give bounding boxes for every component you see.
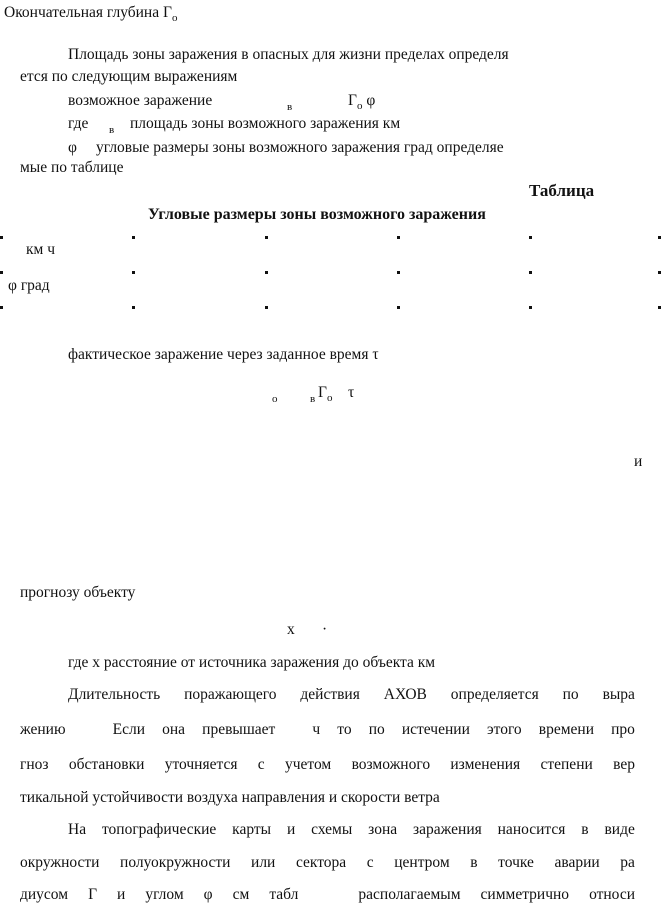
- grid-dot: [265, 271, 268, 274]
- forecast-object-text: прогнозу объекту: [20, 584, 136, 601]
- table-title: Угловые размеры зоны возможного заражения: [148, 206, 486, 223]
- word: или: [251, 854, 276, 871]
- grid-dot: [0, 271, 3, 274]
- area-paragraph-line-2: ется по следующим выражениям: [20, 68, 238, 85]
- word: возможного: [351, 756, 431, 773]
- word: схемы: [311, 821, 353, 838]
- distance-definition: где х расстояние от источника заражения до объекта км: [68, 654, 436, 671]
- area-definition: площадь зоны возможного заражения км: [130, 115, 401, 132]
- word: ра: [620, 854, 635, 871]
- word: определяется: [450, 686, 539, 703]
- word: с: [366, 854, 374, 871]
- word: учетом: [284, 756, 332, 773]
- grid-dot: [397, 306, 400, 309]
- subscript-v-2: в: [109, 124, 115, 136]
- word: по: [562, 686, 579, 703]
- word: ч: [312, 721, 321, 738]
- word: На: [68, 821, 87, 838]
- word: жению: [20, 721, 66, 738]
- word: полуокружности: [120, 854, 231, 871]
- grid-dot: [529, 236, 532, 239]
- word: Если: [112, 721, 146, 738]
- word: то: [337, 721, 352, 738]
- word: виде: [604, 821, 635, 838]
- word: в: [470, 854, 478, 871]
- grid-dot: [265, 306, 268, 309]
- final-depth-text: Окончательная глубина Г: [4, 4, 172, 21]
- word: зона: [368, 821, 398, 838]
- formula-g2-symbol: Г: [318, 384, 327, 401]
- word: относи: [589, 886, 635, 903]
- final-depth-line: [4, 3, 177, 28]
- word: φ: [203, 886, 213, 903]
- word: располагаемым: [358, 886, 461, 903]
- map-line-1: [68, 820, 635, 840]
- word: окружности: [20, 854, 100, 871]
- duration-line-2: [20, 720, 635, 740]
- word: топографические: [101, 821, 217, 838]
- grid-dot: [658, 306, 661, 309]
- formula-g-symbol: Г: [348, 92, 357, 109]
- word: Г: [88, 886, 98, 903]
- word: диусом: [20, 886, 69, 903]
- formula-g: [348, 91, 375, 116]
- grid-dot: [132, 271, 135, 274]
- map-line-3: [20, 885, 635, 905]
- subscript: о: [171, 12, 178, 25]
- table-label: Таблица: [529, 181, 595, 200]
- formula-g-sub: о: [356, 100, 363, 113]
- formula-g-2: [318, 383, 332, 408]
- grid-dot: [658, 236, 661, 239]
- word: и: [286, 821, 296, 838]
- word: гноз: [20, 756, 49, 773]
- actual-contamination-text: фактическое заражение через заданное время τ: [68, 346, 379, 363]
- and-word: и: [634, 453, 643, 470]
- word: в: [581, 821, 589, 838]
- grid-dot: [397, 236, 400, 239]
- word: выра: [602, 686, 635, 703]
- area-paragraph-line-1: Площадь зоны заражения в опасных для жизни пределах определя: [68, 46, 509, 63]
- word: действия: [300, 686, 360, 703]
- formula-sub-o: о: [272, 393, 278, 405]
- word: и: [117, 886, 126, 903]
- phi-definition-line-1: угловые размеры зоны возможного заражения град определяе: [96, 139, 504, 156]
- grid-dot: [658, 271, 661, 274]
- word: вер: [613, 756, 635, 773]
- formula-sub-v: в: [310, 393, 316, 405]
- formula-dot: ·: [322, 621, 328, 638]
- word: про: [611, 721, 635, 738]
- formula-g2-sub: о: [326, 392, 333, 405]
- grid-dot: [397, 271, 400, 274]
- word: точке: [498, 854, 534, 871]
- where-label: где: [68, 115, 89, 132]
- word: истечении: [401, 721, 470, 738]
- duration-line-3: [20, 755, 635, 775]
- word: поражающего: [184, 686, 277, 703]
- word: она: [162, 721, 186, 738]
- map-line-2: [20, 853, 635, 873]
- duration-line-1: [68, 685, 635, 705]
- table-row-angle-label: φ град: [8, 277, 50, 294]
- word: см: [232, 886, 250, 903]
- subscript-v: в: [287, 101, 293, 113]
- word: наносится: [497, 821, 566, 838]
- word: с: [257, 756, 265, 773]
- grid-dot: [529, 306, 532, 309]
- word: сектора: [295, 854, 347, 871]
- grid-dot: [132, 306, 135, 309]
- word: АХОВ: [383, 686, 427, 703]
- word: степени: [540, 756, 593, 773]
- word: углом: [145, 886, 184, 903]
- possible-contamination-label: возможное заражение: [68, 92, 213, 109]
- word: Длительность: [68, 686, 161, 703]
- grid-dot: [265, 236, 268, 239]
- word: карты: [232, 821, 272, 838]
- grid-dot: [0, 236, 3, 239]
- formula-phi: φ: [366, 92, 376, 109]
- word: времени: [538, 721, 594, 738]
- formula-x: х: [287, 621, 295, 638]
- word: по: [368, 721, 385, 738]
- word: табл: [269, 886, 299, 903]
- phi-definition-line-2: мые по таблице: [20, 159, 124, 176]
- table-row-speed-label: км ч: [26, 241, 56, 258]
- grid-dot: [132, 236, 135, 239]
- word: этого: [486, 721, 522, 738]
- word: центром: [394, 854, 450, 871]
- duration-line-4: тикальной устойчивости воздуха направления и скорости ветра: [20, 789, 440, 806]
- word: уточняется: [164, 756, 238, 773]
- word: заражения: [413, 821, 482, 838]
- word: аварии: [554, 854, 600, 871]
- word: изменения: [450, 756, 521, 773]
- word: обстановки: [68, 756, 145, 773]
- word: превышает: [202, 721, 276, 738]
- grid-dot: [0, 306, 3, 309]
- formula-tau: τ: [348, 384, 355, 401]
- grid-dot: [529, 271, 532, 274]
- word: симметрично: [480, 886, 570, 903]
- phi-symbol: φ: [68, 139, 77, 156]
